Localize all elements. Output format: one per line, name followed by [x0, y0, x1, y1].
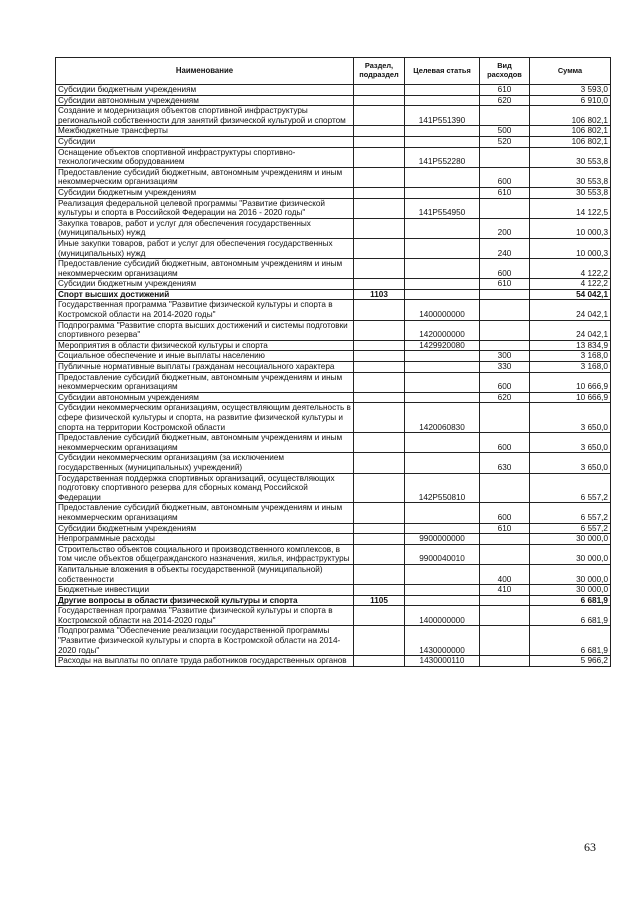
row-section-cell	[354, 473, 405, 503]
table-row	[56, 626, 611, 656]
row-name-cell: Предоставление субсидий бюджетным, автономным учреждениям и иным некоммерческим организациям	[56, 372, 354, 392]
row-section-cell	[354, 523, 405, 534]
row-name-cell: Предоставление субсидий бюджетным, автономным учреждениям и иным некоммерческим организациям	[56, 433, 354, 453]
row-sum-cell: 30 000,0	[530, 534, 611, 545]
table-row	[56, 523, 611, 534]
row-name-cell: Капитальные вложения в объекты государственной (муниципальной) собственности	[56, 564, 354, 584]
row-section-cell	[354, 433, 405, 453]
row-section-cell	[354, 362, 405, 373]
row-sum-cell: 3 650,0	[530, 453, 611, 473]
row-sum-cell: 106 802,1	[530, 106, 611, 126]
row-article-cell	[405, 351, 480, 362]
table-row	[56, 167, 611, 187]
row-article-cell	[405, 392, 480, 403]
row-section-cell	[354, 259, 405, 279]
table-row	[56, 259, 611, 279]
row-sum-cell: 4 122,2	[530, 259, 611, 279]
row-article-cell	[405, 279, 480, 290]
budget-sheet	[55, 57, 610, 667]
table-row	[56, 473, 611, 503]
row-sum-cell: 6 910,0	[530, 95, 611, 106]
row-type-cell: 400	[480, 564, 530, 584]
row-name-cell: Субсидии бюджетным учреждениям	[56, 187, 354, 198]
row-type-cell: 600	[480, 372, 530, 392]
row-type-cell	[480, 534, 530, 545]
row-sum-cell: 4 122,2	[530, 279, 611, 290]
table-row	[56, 95, 611, 106]
row-article-cell	[405, 372, 480, 392]
row-sum-cell: 13 834,9	[530, 340, 611, 351]
row-type-cell: 300	[480, 351, 530, 362]
table-row	[56, 320, 611, 340]
row-article-cell: 1400000000	[405, 300, 480, 320]
row-sum-cell: 6 557,2	[530, 523, 611, 534]
row-type-cell: 330	[480, 362, 530, 373]
row-sum-cell: 10 000,3	[530, 218, 611, 238]
row-name-cell: Реализация федеральной целевой программы "Развитие физической культуры и спорта в Российской Федерации на 2016 - 2020 годы"	[56, 198, 354, 218]
row-section-cell	[354, 534, 405, 545]
row-type-cell: 620	[480, 392, 530, 403]
row-article-cell: 9900000000	[405, 534, 480, 545]
row-article-cell: 9900040010	[405, 544, 480, 564]
row-article-cell	[405, 218, 480, 238]
row-section-cell	[354, 606, 405, 626]
row-section-cell	[354, 544, 405, 564]
row-sum-cell: 106 802,1	[530, 136, 611, 147]
row-section-cell	[354, 403, 405, 433]
header-name: Наименование	[56, 58, 354, 85]
row-article-cell: 141P551390	[405, 106, 480, 126]
row-sum-cell: 30 553,8	[530, 187, 611, 198]
header-type: Вид расходов	[480, 58, 530, 85]
row-sum-cell: 30 553,8	[530, 167, 611, 187]
row-type-cell: 410	[480, 585, 530, 596]
row-name-cell: Субсидии бюджетным учреждениям	[56, 279, 354, 290]
row-type-cell: 610	[480, 187, 530, 198]
table-row	[56, 453, 611, 473]
row-section-cell	[354, 147, 405, 167]
row-sum-cell: 6 557,2	[530, 503, 611, 523]
row-article-cell: 141P552280	[405, 147, 480, 167]
row-type-cell: 600	[480, 503, 530, 523]
table-header-row	[56, 58, 611, 85]
row-article-cell	[405, 585, 480, 596]
row-type-cell	[480, 606, 530, 626]
table-row	[56, 534, 611, 545]
row-name-cell: Социальное обеспечение и иные выплаты населению	[56, 351, 354, 362]
row-type-cell: 630	[480, 453, 530, 473]
row-name-cell: Предоставление субсидий бюджетным, автономным учреждениям и иным некоммерческим организациям	[56, 503, 354, 523]
row-article-cell	[405, 453, 480, 473]
budget-table	[55, 57, 611, 667]
row-article-cell: 1430000000	[405, 626, 480, 656]
table-row	[56, 126, 611, 137]
row-section-cell	[354, 351, 405, 362]
row-name-cell: Подпрограмма "Обеспечение реализации государственной программы "Развитие физической культуры и спорта в Костромской области на 2014-2020 годы"	[56, 626, 354, 656]
row-name-cell: Государственная программа "Развитие физической культуры и спорта в Костромской области на 2014-2020 годы"	[56, 606, 354, 626]
table-row	[56, 392, 611, 403]
row-type-cell	[480, 595, 530, 606]
row-sum-cell: 10 666,9	[530, 392, 611, 403]
table-row	[56, 300, 611, 320]
row-type-cell: 610	[480, 523, 530, 534]
row-sum-cell: 30 000,0	[530, 544, 611, 564]
page-number: 63	[584, 840, 596, 854]
table-row	[56, 187, 611, 198]
row-type-cell	[480, 656, 530, 667]
row-article-cell: 141P554950	[405, 198, 480, 218]
row-type-cell: 610	[480, 85, 530, 96]
row-type-cell	[480, 320, 530, 340]
header-section: Раздел, подраздел	[354, 58, 405, 85]
row-type-cell: 600	[480, 167, 530, 187]
row-name-cell: Подпрограмма "Развитие спорта высших достижений и системы подготовки спортивного резерва"	[56, 320, 354, 340]
row-section-cell	[354, 340, 405, 351]
row-article-cell	[405, 503, 480, 523]
row-type-cell: 500	[480, 126, 530, 137]
row-type-cell: 240	[480, 238, 530, 258]
row-name-cell: Публичные нормативные выплаты гражданам несоциального характера	[56, 362, 354, 373]
row-sum-cell: 30 000,0	[530, 585, 611, 596]
row-name-cell: Бюджетные инвестиции	[56, 585, 354, 596]
row-sum-cell: 30 553,8	[530, 147, 611, 167]
row-name-cell: Государственная программа "Развитие физической культуры и спорта в Костромской области на 2014-2020 годы"	[56, 300, 354, 320]
row-article-cell	[405, 289, 480, 300]
row-type-cell: 600	[480, 259, 530, 279]
table-row	[56, 595, 611, 606]
row-section-cell	[354, 392, 405, 403]
row-section-cell	[354, 95, 405, 106]
table-row	[56, 503, 611, 523]
row-sum-cell: 3 650,0	[530, 403, 611, 433]
table-row	[56, 85, 611, 96]
row-section-cell: 1103	[354, 289, 405, 300]
row-name-cell: Строительство объектов социального и производственного комплексов, в том числе объектов общегражданского назначения, жилья, инфраструктуры	[56, 544, 354, 564]
row-article-cell: 142P550810	[405, 473, 480, 503]
row-type-cell	[480, 340, 530, 351]
row-type-cell	[480, 626, 530, 656]
row-sum-cell: 24 042,1	[530, 300, 611, 320]
table-row	[56, 403, 611, 433]
row-section-cell	[354, 167, 405, 187]
row-name-cell: Субсидии бюджетным учреждениям	[56, 85, 354, 96]
row-section-cell	[354, 126, 405, 137]
row-type-cell	[480, 147, 530, 167]
row-sum-cell: 54 042,1	[530, 289, 611, 300]
row-type-cell	[480, 300, 530, 320]
row-article-cell	[405, 259, 480, 279]
row-name-cell: Другие вопросы в области физической культуры и спорта	[56, 595, 354, 606]
row-section-cell	[354, 585, 405, 596]
row-name-cell: Мероприятия в области физической культуры и спорта	[56, 340, 354, 351]
row-sum-cell: 6 681,9	[530, 626, 611, 656]
row-article-cell	[405, 167, 480, 187]
row-sum-cell: 106 802,1	[530, 126, 611, 137]
table-row	[56, 585, 611, 596]
row-name-cell: Оснащение объектов спортивной инфраструктуры спортивно-технологическим оборудованием	[56, 147, 354, 167]
row-article-cell	[405, 126, 480, 137]
row-section-cell	[354, 564, 405, 584]
row-article-cell: 1400000000	[405, 606, 480, 626]
row-sum-cell: 6 681,9	[530, 595, 611, 606]
row-type-cell: 610	[480, 279, 530, 290]
row-section-cell	[354, 453, 405, 473]
row-name-cell: Субсидии автономным учреждениям	[56, 95, 354, 106]
table-row	[56, 544, 611, 564]
row-section-cell	[354, 198, 405, 218]
row-type-cell: 620	[480, 95, 530, 106]
table-row	[56, 106, 611, 126]
row-section-cell	[354, 656, 405, 667]
row-type-cell	[480, 544, 530, 564]
row-type-cell	[480, 403, 530, 433]
table-row	[56, 433, 611, 453]
row-type-cell	[480, 289, 530, 300]
row-section-cell	[354, 187, 405, 198]
row-section-cell	[354, 218, 405, 238]
row-article-cell	[405, 85, 480, 96]
row-section-cell	[354, 136, 405, 147]
row-type-cell: 600	[480, 433, 530, 453]
table-row	[56, 218, 611, 238]
table-body	[56, 85, 611, 667]
row-sum-cell: 10 000,3	[530, 238, 611, 258]
row-section-cell	[354, 238, 405, 258]
row-name-cell: Государственная поддержка спортивных организаций, осуществляющих подготовку спортивного резерва для сборных команд Российской Федерации	[56, 473, 354, 503]
table-row	[56, 279, 611, 290]
header-article: Целевая статья	[405, 58, 480, 85]
row-name-cell: Закупка товаров, работ и услуг для обеспечения государственных (муниципальных) нужд	[56, 218, 354, 238]
row-type-cell: 200	[480, 218, 530, 238]
table-row	[56, 340, 611, 351]
table-row	[56, 372, 611, 392]
row-article-cell: 1429920080	[405, 340, 480, 351]
row-article-cell	[405, 595, 480, 606]
row-name-cell: Расходы на выплаты по оплате труда работников государственных органов	[56, 656, 354, 667]
row-article-cell	[405, 433, 480, 453]
row-section-cell	[354, 85, 405, 96]
table-row	[56, 147, 611, 167]
row-sum-cell: 6 557,2	[530, 473, 611, 503]
row-article-cell: 1420060830	[405, 403, 480, 433]
row-article-cell: 1420000000	[405, 320, 480, 340]
row-section-cell	[354, 279, 405, 290]
table-row	[56, 656, 611, 667]
header-sum: Сумма	[530, 58, 611, 85]
row-article-cell	[405, 187, 480, 198]
row-section-cell	[354, 372, 405, 392]
row-article-cell	[405, 523, 480, 534]
row-name-cell: Субсидии автономным учреждениям	[56, 392, 354, 403]
table-row	[56, 198, 611, 218]
table-row	[56, 351, 611, 362]
row-type-cell: 520	[480, 136, 530, 147]
row-name-cell: Субсидии некоммерческим организациям, осуществляющим деятельность в сфере физической культуры и спорта, на развитие физической культуры и спорта на территории Костромской области	[56, 403, 354, 433]
row-sum-cell: 24 042,1	[530, 320, 611, 340]
row-name-cell: Непрограммные расходы	[56, 534, 354, 545]
row-article-cell	[405, 95, 480, 106]
row-name-cell: Предоставление субсидий бюджетным, автономным учреждениям и иным некоммерческим организациям	[56, 167, 354, 187]
row-name-cell: Субсидии бюджетным учреждениям	[56, 523, 354, 534]
table-row	[56, 238, 611, 258]
row-article-cell: 1430000110	[405, 656, 480, 667]
row-name-cell: Межбюджетные трансферты	[56, 126, 354, 137]
row-sum-cell: 5 966,2	[530, 656, 611, 667]
row-article-cell	[405, 564, 480, 584]
row-sum-cell: 3 168,0	[530, 351, 611, 362]
row-article-cell	[405, 362, 480, 373]
table-row	[56, 136, 611, 147]
row-article-cell	[405, 238, 480, 258]
row-name-cell: Иные закупки товаров, работ и услуг для обеспечения государственных (муниципальных) нужд	[56, 238, 354, 258]
row-type-cell	[480, 473, 530, 503]
row-type-cell	[480, 198, 530, 218]
row-section-cell	[354, 626, 405, 656]
row-name-cell: Спорт высших достижений	[56, 289, 354, 300]
row-type-cell	[480, 106, 530, 126]
row-name-cell: Предоставление субсидий бюджетным, автономным учреждениям и иным некоммерческим организациям	[56, 259, 354, 279]
row-sum-cell: 14 122,5	[530, 198, 611, 218]
row-sum-cell: 6 681,9	[530, 606, 611, 626]
row-name-cell: Создание и модернизация объектов спортивной инфраструктуры региональной собственности для занятий физической культурой и спортом	[56, 106, 354, 126]
row-article-cell	[405, 136, 480, 147]
table-row	[56, 564, 611, 584]
row-section-cell	[354, 503, 405, 523]
row-name-cell: Субсидии некоммерческим организациям (за исключением государственных (муниципальных) учреждений)	[56, 453, 354, 473]
row-sum-cell: 3 168,0	[530, 362, 611, 373]
row-section-cell	[354, 320, 405, 340]
row-section-cell	[354, 300, 405, 320]
row-sum-cell: 30 000,0	[530, 564, 611, 584]
row-sum-cell: 10 666,9	[530, 372, 611, 392]
table-row	[56, 289, 611, 300]
table-row	[56, 606, 611, 626]
row-section-cell	[354, 106, 405, 126]
table-row	[56, 362, 611, 373]
row-name-cell: Субсидии	[56, 136, 354, 147]
row-section-cell: 1105	[354, 595, 405, 606]
row-sum-cell: 3 650,0	[530, 433, 611, 453]
row-sum-cell: 3 593,0	[530, 85, 611, 96]
